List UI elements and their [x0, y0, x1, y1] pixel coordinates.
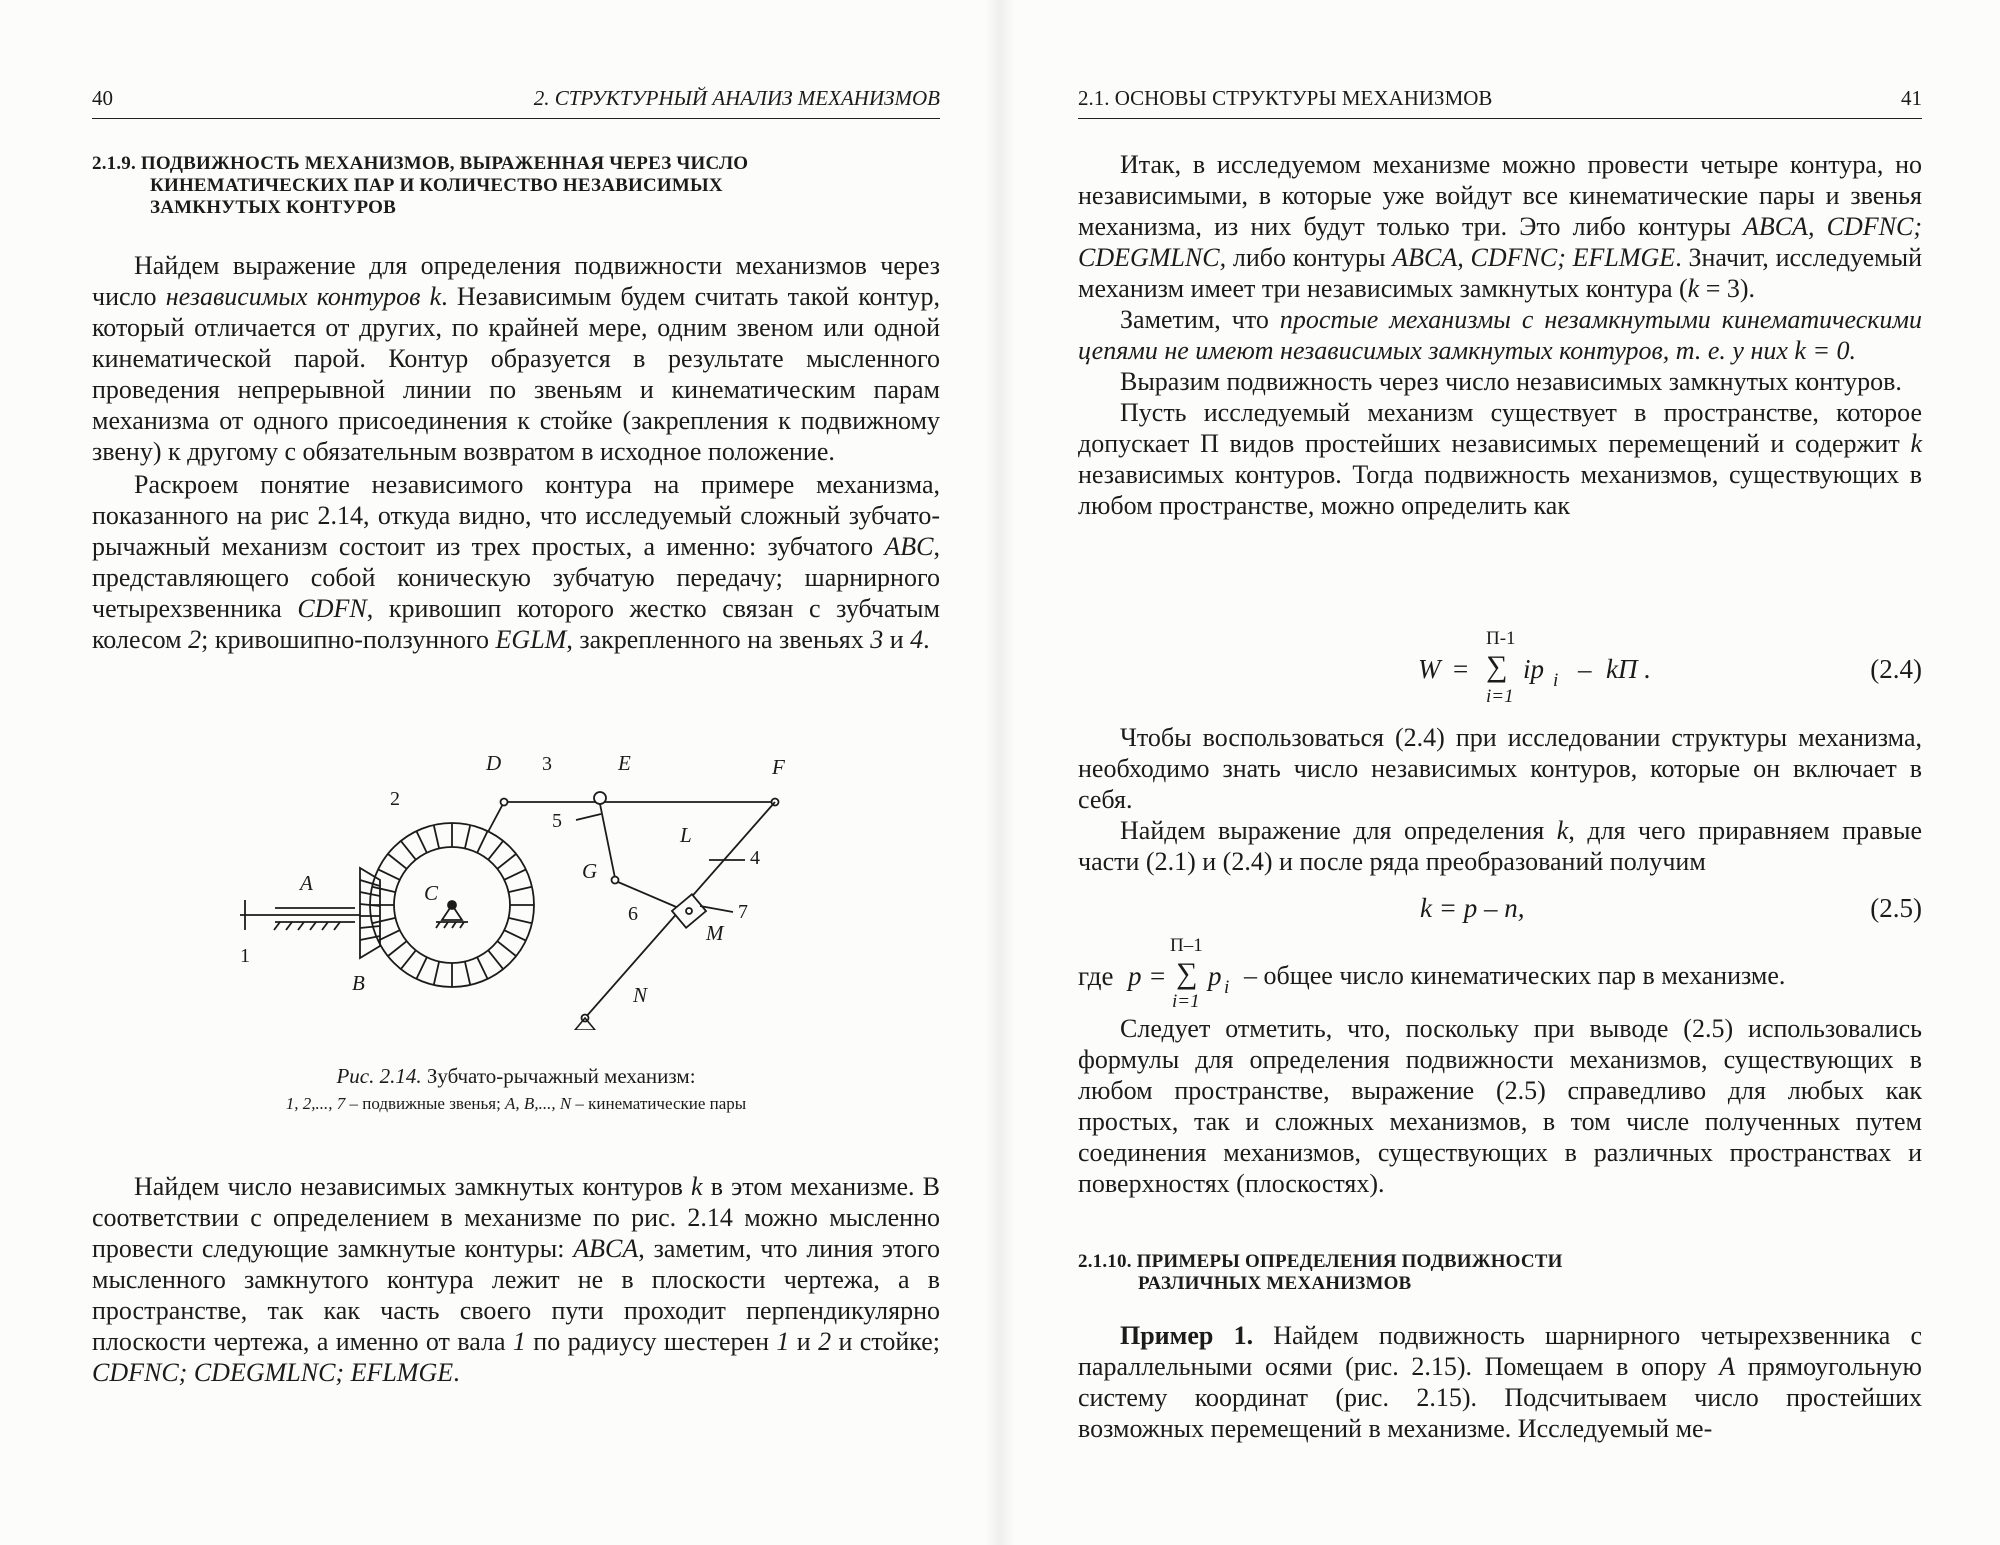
gear-tooth — [416, 831, 426, 853]
gear-tooth — [388, 854, 407, 869]
gear-tooth — [497, 854, 516, 869]
gear-tooth — [488, 950, 503, 969]
right-text-block-2 — [1078, 722, 1922, 877]
gear-tooth — [434, 962, 439, 985]
figure-caption: Рис. 2.14. Зубчато-рычажный механизм: — [336, 1064, 696, 1088]
label-6: 6 — [628, 903, 638, 925]
page-number-41: 41 — [1901, 86, 1922, 110]
right-text-block-3 — [1078, 1013, 1922, 1199]
label-1: 1 — [240, 945, 250, 967]
formula-2-5: k = p – n, (2.5) — [1420, 893, 1922, 923]
paragraph: Заметим, что простые механизмы с незамкнутыми кинематическими цепями не имеют независимых замкнутых контуров, т. е. у них k = 0. — [1078, 305, 1923, 365]
gear-tooth — [416, 957, 426, 979]
label-7: 7 — [738, 901, 748, 923]
paragraph: Чтобы воспользоваться (2.4) при исследовании структуры механизма, необходимо знать число независимых контуров, которые он включает в себя. — [1078, 723, 1922, 814]
page-number-40: 40 — [92, 86, 113, 110]
gear-tooth — [372, 887, 395, 892]
label-D: D — [486, 751, 502, 775]
gear-tooth — [504, 930, 526, 940]
paragraph: Найдем выражение для определения подвижности механизмов через число независимых контуров k. Независимым будем считать такой контур, который отличается от других, по крайней мере, одним звеном или одной кинематической парой. Контур образуется в результате мысленного проведения непрерывной линии по звеньям и кинематическим парам механизма от одного присоединения к стойке (закрепления к подвижному звену) к другому с обязательным возвратом в исходное положение. — [92, 251, 940, 466]
label-5: 5 — [552, 810, 562, 832]
gear-tooth — [378, 930, 400, 940]
right-text-block-4 — [1078, 1320, 1922, 1444]
right-page — [1000, 0, 2000, 1545]
formula-p-definition: П–1 где p = ∑ p i – общее число кинематических пар в механизме. i=1 — [1078, 935, 1786, 1012]
figure-caption-legend: 1, 2,..., 7 – подвижные звенья; A, B,..., N – кинематические пары — [285, 1094, 747, 1113]
running-header: 2. СТРУКТУРНЫЙ АНАЛИЗ МЕХАНИЗМОВ — [533, 86, 940, 110]
header-rule — [92, 118, 940, 119]
section-heading-2-1-10: 2.1.10. ПРИМЕРЫ ОПРЕДЕЛЕНИЯ ПОДВИЖНОСТИ РАЗЛИЧНЫХ МЕХАНИЗМОВ — [1078, 1251, 1563, 1294]
gear-tooth — [509, 887, 532, 892]
paragraph: Итак, в исследуемом механизме можно провести четыре контура, но независимыми, в которые уже войдут все кинематические пары и звенья механизма, из них будут только три. Это либо контуры ABCA, CDFNC; CDEGMLNC, либо контуры ABCA, CDFNC; EFLMGE. Значит, исследуемый механизм имеет три независимых замкнутых контура (k = 3). — [1078, 150, 1923, 303]
gear-tooth — [465, 962, 470, 985]
gear-tooth — [378, 869, 400, 879]
mechanism-figure-2-14 — [220, 740, 820, 1030]
label-3: 3 — [542, 753, 552, 775]
ground-support-n — [575, 1015, 595, 1031]
label-N: N — [633, 983, 648, 1007]
gear-tooth — [497, 941, 516, 956]
gear-tooth — [488, 841, 503, 860]
right-text-block-1 — [1078, 149, 1922, 521]
label-L: L — [680, 823, 692, 847]
paragraph: Выразим подвижность через число независимых замкнутых контуров. — [1120, 367, 1902, 396]
shaft-1 — [240, 900, 360, 930]
gear-tooth — [509, 918, 532, 923]
gear-tooth — [477, 957, 487, 979]
paragraph: Пусть исследуемый механизм существует в пространстве, которое допускает П видов простейших независимых перемещений и содержит k независимых контуров. Тогда подвижность механизмов, существующих в любом пространстве, можно определить как — [1078, 398, 1922, 520]
gear-tooth — [477, 831, 487, 853]
gear-tooth — [434, 825, 439, 848]
paragraph: Следует отметить, что, поскольку при выводе (2.5) использовались формулы для определения подвижности механизмов, существующих в любом пространстве, выражение (2.5) справедливо для любых как простых, так и сложных механизмов, в том числе полученных путем соединения механизмов, существующих в различных пространствах и поверхностях (плоскостях). — [1078, 1014, 1922, 1198]
header-rule — [1078, 118, 1922, 119]
left-page-header — [92, 86, 940, 116]
label-4: 4 — [750, 847, 760, 869]
equation-number-2-4: (2.4) — [1870, 654, 1922, 684]
formula-2-4: П-1 W = ∑ ip i – kП . i=1 (2.4) — [1418, 628, 1922, 707]
label-B: B — [352, 971, 365, 995]
gear-tooth — [388, 941, 407, 956]
label-A: A — [300, 871, 313, 895]
label-2: 2 — [390, 788, 400, 810]
gear-tooth — [401, 950, 416, 969]
label-F: F — [772, 755, 785, 779]
gear-tooth — [401, 841, 416, 860]
gear-tooth — [465, 825, 470, 848]
paragraph: Найдем выражение для определения k, для чего приравняем правые части (2.1) и (2.4) и после ряда преобразований получим — [1078, 816, 1922, 876]
running-header: 2.1. ОСНОВЫ СТРУКТУРЫ МЕХАНИЗМОВ — [1078, 86, 1493, 110]
paragraph: Пример 1. Найдем подвижность шарнирного четырехзвенника с параллельными осями (рис. 2.15). Помещаем в опору A прямоугольную систему координат (рис. 2.15). Подсчитываем число простейших возможных перемещений в механизме. Исследуемый ме- — [1078, 1321, 1923, 1443]
left-text-block-2 — [92, 1171, 940, 1388]
label-M: M — [706, 921, 724, 945]
gear-tooth — [372, 918, 395, 923]
ground-support-c — [436, 901, 468, 928]
label-E: E — [618, 751, 631, 775]
gear-tooth — [504, 869, 526, 879]
section-heading-2-1-9: 2.1.9. ПОДВИЖНОСТЬ МЕХАНИЗМОВ, ВЫРАЖЕННАЯ ЧЕРЕЗ ЧИСЛО КИНЕМАТИЧЕСКИХ ПАР И КОЛИЧЕСТВО НЕЗАВИСИМЫХ ЗАМКНУТЫХ КОНТУРОВ — [92, 153, 749, 218]
left-text-block-1 — [92, 250, 940, 655]
label-C: C — [424, 881, 439, 905]
label-G: G — [582, 859, 598, 883]
equation-number-2-5: (2.5) — [1870, 893, 1922, 923]
paragraph: Найдем число независимых замкнутых контуров k в этом механизме. В соответствии с определением в механизме по рис. 2.14 можно мысленно провести следующие замкнутые контуры: ABCA, заметим, что линия этого мысленного замкнутого контура лежит не в плоскости чертежа, а в пространстве, так как часть своего пути проходит перпендикулярно плоскости чертежа, а именно от вала 1 по радиусу шестерен 1 и 2 и стойке; CDFNC; CDEGMLNC; EFLMGE. — [92, 1172, 940, 1387]
paragraph: Раскроем понятие независимого контура на примере механизма, показанного на рис 2.14, откуда видно, что исследуемый сложный зубчато-рычажный механизм состоит из трех простых, а именно: зубчатого ABC, представляющего собой коническую зубчатую передачу; шарнирного четырехзвенника CDFN, кривошип которого жестко связан с зубчатым колесом 2; кривошипно-ползунного EGLM, закрепленного на звеньях 3 и 4. — [92, 470, 940, 654]
right-page-header — [1078, 86, 1922, 116]
